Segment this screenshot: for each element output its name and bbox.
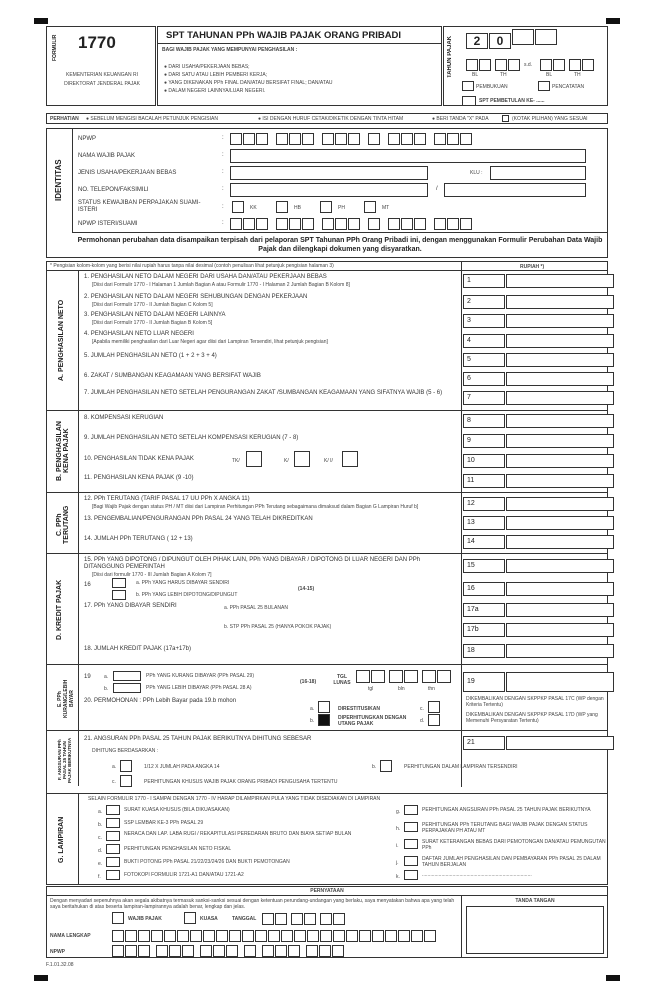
lampiran-intro: SELAIN FORMULIR 1770 - I SAMPAI DENGAN 1770 - IV HARAP DILAMPIRKAN PULA YANG TIDAK DISEDIAKAN DI LAMPIRAN [88,796,381,802]
ptkp-k-label: K/ [284,458,289,464]
form-subtitle: BAGI WAJIB PAJAK YANG MEMPUNYAI PENGHASILAN : [162,47,298,53]
telepon-label: NO. TELEPON/FAKSIMILI [78,187,149,193]
row-12-text: 12. PPh TERUTANG (TARIF PASAL 17 UU PPh X ANGKA 11) [84,496,250,502]
opt-b-letter: b. [310,718,315,724]
row-21-value-input[interactable] [506,736,614,750]
row-2-text: 2. PENGHASILAN NETO DALAM NEGERI SEHUBUNGAN DENGAN PEKERJAAN [84,294,308,300]
corner-mark-top-right [606,18,620,24]
perhatian-item-4: (KOTAK PILIHAN) YANG SESUAI [512,116,588,122]
lampiran-d-checkbox[interactable] [106,844,120,854]
row-9-code: 9 [463,434,505,448]
row-5-code: 5 [463,353,505,367]
lampiran-e-checkbox[interactable] [106,857,120,867]
lampiran-g-checkbox[interactable] [404,805,418,815]
lampiran-k-checkbox[interactable] [404,870,418,880]
year-digit-3[interactable] [512,29,534,45]
klu-input[interactable] [490,166,586,180]
lampiran-c-letter: c. [98,835,102,841]
lampiran-k-label: ............................................................................... [422,872,532,878]
ptkp-tk-label: TK/ [232,458,240,464]
lampiran-h-checkbox[interactable] [404,822,418,832]
ptkp-tk-input[interactable] [246,451,262,467]
pernyataan-text: Dengan menyadari sepenuhnya akan segala akibatnya termasuk sanksi-sanksi sesuai dengan ketentuan perundang-undangan yang berlaku, saya menyatakan bahwa apa yang telah saya beritahukan di atas beserta lampiran-lampirannya adalah benar, lengkap dan jelas. [50,898,455,910]
row-2-sub: [Diisi dari Formulir 1770 - II Jumlah Bagian C Kolom 5] [92,302,213,308]
row-17b-label: b. STP PPh PASAL 25 (HANYA POKOK PAJAK) [224,624,332,630]
row-19a-checkbox[interactable] [113,671,141,681]
year-digit-4[interactable] [535,29,557,45]
tanda-tangan-label: TANDA TANGAN [515,898,555,904]
lampiran-j-label: DAFTAR JUMLAH PENGHASILAN DAN PEMBAYARAN PPh PASAL 25 DALAM TAHUN BERJALAN [422,856,601,868]
row-8-code: 8 [463,414,505,428]
row-3-sub: [Diisi dari Formulir 1770 - II Jumlah Bagian B Kolom 5] [92,320,213,326]
row-4-text: 4. PENGHASILAN NETO LUAR NEGERI [84,331,194,337]
skppkp-17c-checkbox[interactable] [428,701,440,713]
tanda-tangan-box[interactable] [466,906,604,954]
lampiran-c-label: NERACA DAN LAP. LABA RUGI / REKAPITULASI PEREDARAN BRUTO DAN BIAYA SETIAP BULAN [124,831,352,837]
row-7-code: 7 [463,391,505,405]
row-21-code: 21 [463,736,505,750]
row-14-text: 14. JUMLAH PPh TERUTANG ( 12 + 13) [84,536,193,542]
row-4-code: 4 [463,334,505,348]
klu-label: KLU : [470,170,483,176]
angsuran-b-checkbox[interactable] [380,760,392,772]
period-label-bl-2: BL [546,72,553,78]
header-bullet-2: ● DARI SATU ATAU LEBIH PEMBERI KERJA; [164,72,268,78]
row-11-value-input[interactable] [506,474,614,488]
row-8-value-input[interactable] [506,414,614,428]
row-1-text: 1. PENGHASILAN NETO DALAM NEGERI DARI USAHA DAN/ATAU PEKERJAAN BEBAS [84,274,327,280]
period-label-bl-1: BL [472,72,479,78]
perhatian-example-checkbox [502,115,509,122]
row-15-text: 15. PPh YANG DIPOTONG / DIPUNGUT OLEH PIHAK LAIN, PPh YANG DIBAYAR / DIPOTONG DI LUAR NEGERI DAN PPh DITANGGUNG PEMERINTAH [84,557,421,570]
year-digit-1[interactable]: 2 [466,33,488,49]
kuasa-checkbox[interactable] [184,912,196,924]
form-code: 1770 [78,33,116,52]
lampiran-i-letter: i. [396,843,399,849]
lampiran-c-checkbox[interactable] [106,831,120,841]
row-6-text: 6. ZAKAT / SUMBANGAN KEAGAMAAN YANG BERSIFAT WAJIB [84,373,261,379]
row-6-value-input[interactable] [506,372,614,386]
telepon-input[interactable] [230,183,428,197]
row-14-value-input[interactable] [506,535,614,549]
pembukuan-label: PEMBUKUAN [476,84,508,90]
period-sep: s.d. [524,62,533,68]
section-c-label: C. PPh TERUTANG [56,505,70,545]
row-16a-checkbox[interactable] [112,578,126,588]
row-18-code: 18 [463,644,505,658]
form-footer-code: F.1.01.32.08 [46,962,74,968]
row-8-text: 8. KOMPENSASI KERUGIAN [84,415,164,421]
lampiran-i-label: SURAT KETERANGAN BEBAS DARI PEMOTONGAN DAN/ATAU PEMUNGUTAN PPh [422,839,606,851]
row-10-text: 10. PENGHASILAN TIDAK KENA PAJAK [84,456,194,462]
row-6-code: 6 [463,372,505,386]
skppkp-17d-checkbox[interactable] [428,714,440,726]
ptkp-k-input[interactable] [294,451,310,467]
row-15-value-input[interactable] [506,559,614,573]
formulir-label: FORMULIR [52,34,58,62]
angsuran-c-label: PERHITUNGAN KHUSUS WAJIB PAJAK ORANG PRIBADI PENGUSAHA TERTENTU [144,779,338,785]
wajib-pajak-label: WAJIB PAJAK [128,916,162,922]
pernyataan-title: PERNYATAAN [310,888,344,894]
corner-mark-bottom-left [34,975,48,981]
row-16-code: 16 [463,582,505,596]
row-18-text: 18. JUMLAH KREDIT PAJAK (17a+17b) [84,646,192,652]
row-16a-label: a. PPh YANG HARUS DIBAYAR SENDIRI [136,580,230,586]
lampiran-b-label: SSP LEMBAR KE-3 PPh PASAL 29 [124,820,204,826]
skppkp-17c-label: DIKEMBALIKAN DENGAN SKPPKP PASAL 17C (WP dengan Kriteria Tertentu) [466,696,604,708]
row-13-value-input[interactable] [506,516,614,530]
section-g-label: G. LAMPIRAN [58,816,65,864]
row-4-value-input[interactable] [506,334,614,348]
tgl-lunas-label: TGL LUNAS [333,674,351,686]
npwp-kuasa-label: NPWP [50,949,65,955]
row-21-sub: DIHITUNG BERDASARKAN : [92,748,159,754]
tahun-pajak-label: TAHUN PAJAK [447,35,453,79]
npwp-suami-isteri-label: NPWP ISTERI/SUAMI [78,221,138,227]
lampiran-g-label: PERHITUNGAN ANGSURAN PPh PASAL 25 TAHUN PAJAK BERIKUTNYA [422,807,591,813]
row-11-code: 11 [463,474,505,488]
pembukuan-checkbox[interactable] [462,81,474,91]
lampiran-i-checkbox[interactable] [404,839,418,849]
status-mt-checkbox[interactable] [364,201,376,213]
row-11-text: 11. PENGHASILAN KENA PAJAK (9 -10) [84,475,194,481]
row-19-formula: (16-18) [300,679,317,685]
ministry-label: KEMENTERIAN KEUANGAN RI [66,72,138,78]
form-title: SPT TAHUNAN PPh WAJIB PAJAK ORANG PRIBADI [166,30,402,41]
row-7-text: 7. JUMLAH PENGHASILAN NETO SETELAH PENGURANGAN ZAKAT /SUMBANGAN KEAGAMAAN YANG SIFATNYA WAJIB (5 - 6) [84,390,443,396]
lampiran-h-letter: h. [396,826,401,832]
rupiah-header: RUPIAH *) [520,264,545,270]
header-bullet-1: ● DARI USAHA/PEKERJAAN BEBAS; [164,64,250,70]
lampiran-j-checkbox[interactable] [404,856,418,866]
row-16b-checkbox[interactable] [112,590,126,600]
lampiran-e-label: BUKTI POTONG PPh PASAL 21/22/23/24/26 DAN BUKTI PEMOTONGAN [124,859,290,865]
opt-c-letter: c. [420,706,424,712]
directorate-label: DIREKTORAT JENDERAL PAJAK [64,81,140,87]
section-d-label: D. KREDIT PAJAK [56,579,63,641]
lampiran-a-label: SURAT KUASA KHUSUS (BILA DIKUASAKAN) [124,807,230,813]
angsuran-a-label: 1/12 X JUMLAH PADA ANGKA 14 [144,764,220,770]
status-hb-label: HB [294,205,301,211]
restitusi-checkbox[interactable] [318,701,330,713]
year-digit-2[interactable]: 0 [489,33,511,49]
status-hb-checkbox[interactable] [276,201,288,213]
faksimili-input[interactable] [444,183,586,197]
row-16-num: 16 [84,582,91,588]
row-9-value-input[interactable] [506,434,614,448]
perhatian-item-1: ● SEBELUM MENGISI BACALAH PETUNJUK PENGISIAN [86,116,218,122]
row-14-code: 14 [463,535,505,549]
perhatian-item-2: ● ISI DENGAN HURUF CETAK/DIKETIK DENGAN TINTA HITAM [258,116,404,122]
diperhitungkan-label: DIPERHITUNGKAN DENGAN UTANG PAJAK [338,715,407,727]
row-17a-label: a. PPh PASAL 25 BULANAN [224,605,288,611]
lampiran-k-letter: k. [396,874,400,880]
lampiran-j-letter: j. [396,860,399,866]
row-16b-label: b. PPh YANG LEBIH DIPOTONG/DIPUNGUT [136,592,238,598]
npwp-kuasa-input[interactable] [112,944,345,962]
npwp-label: NPWP [78,136,96,142]
row-15-code: 15 [463,559,505,573]
identitas-label: IDENTITAS [54,159,63,201]
year-input[interactable] [466,29,558,50]
row-18-value-input[interactable] [506,644,614,658]
diperhitungkan-checkbox[interactable] [318,714,330,726]
lampiran-b-checkbox[interactable] [106,818,120,828]
row-17a-code: 17a [463,603,505,617]
lampiran-d-label: PERHITUNGAN PENGHASILAN NETO FISKAL [124,846,232,852]
kuasa-label: KUASA [200,916,218,922]
bln-label: bln [398,686,405,692]
row-13-text: 13. PENGEMBALIAN/PENGURANGAN PPh PASAL 24 YANG TELAH DIKREDITKAN [84,516,313,522]
row-19b-label: PPh YANG LEBIH DIBAYAR (PPh PASAL 28 A) [146,685,252,691]
row-19b-checkbox[interactable] [113,683,141,693]
lampiran-b-letter: b. [98,822,103,828]
status-ph-checkbox[interactable] [320,201,332,213]
row-2-value-input[interactable] [506,295,614,309]
rupiah-note: * Pengisian kolom-kolom yang berisi nilai rupiah harus tanpa nilai desimal (contoh penulisan lihat petunjuk pengisian halaman 3) [50,263,334,269]
pencatatan-label: PENCATATAN [552,84,585,90]
row-17b-code: 17b [463,623,505,637]
lampiran-h-label: PERHITUNGAN PPh TERUTANG BAGI WAJIB PAJAK DENGAN STATUS PERPAJAKAN PH ATAU MT [422,822,588,834]
angsuran-c-checkbox[interactable] [120,775,132,787]
angsuran-b-label: PERHITUNGAN DALAM LAMPIRAN TERSENDIRI [404,764,518,770]
row-9-text: 9. JUMLAH PENGHASILAN NETO SETELAH KOMPENSASI KERUGIAN (7 - 8) [84,435,299,441]
lampiran-f-letter: f. [98,874,101,880]
lampiran-g-letter: g. [396,809,401,815]
row-19a-label: PPh YANG KURANG DIBAYAR (PPh PASAL 29) [146,673,255,679]
status-kewajiban-label: STATUS KEWAJIBAN PERPAJAKAN SUAMI-ISTERI [78,200,201,213]
row-1-value-input[interactable] [506,274,614,288]
tanggal-input[interactable] [262,912,346,930]
row-3-code: 3 [463,314,505,328]
lampiran-a-letter: a. [98,809,103,815]
row-1-sub: [Diisi dari Formulir 1770 - I Halaman 1 Jumlah Bagian A atau Formulir 1770 - I Halaman 2 Jumlah Bagian B Kolom 8] [92,282,350,288]
pembetulan-checkbox[interactable] [462,96,476,106]
row-19-value-input[interactable] [506,672,614,692]
corner-mark-top-left [34,18,48,24]
opt-a-letter: a. [310,706,315,712]
skppkp-17d-label: DIKEMBALIKAN DENGAN SKPPKP PASAL 17D (WP yang Memenuhi Persyaratan Tertentu) [466,712,598,724]
header-bullet-3: ● YANG DIKENAKAN PPh FINAL DAN/ATAU BERSIFAT FINAL; DAN/ATAU [164,80,333,86]
header-bullet-4: ● DALAM NEGERI LAINNYA/LUAR NEGERI. [164,88,266,94]
tanggal-label: TANGGAL [232,916,257,922]
nama-wp-input[interactable] [230,149,586,163]
row-3-text: 3. PENGHASILAN NETO DALAM NEGERI LAINNYA [84,312,226,318]
jenis-usaha-input[interactable] [230,166,428,180]
nama-lengkap-label: NAMA LENGKAP [50,933,91,939]
ptkp-ki-input[interactable] [342,451,358,467]
row-12-sub: [Bagi Wajib Pajak dengan status PH / MT diisi dari Lampiran Perhitungan PPh Terutang sebagaimana dimaksud dalam Bagian G Lampiran Huruf b] [92,504,419,510]
tgl-label: tgl [368,686,374,692]
period-label-th-1: TH [500,72,507,78]
lampiran-f-label: FOTOKOPI FORMULIR 1721-A1 DAN/ATAU 1721-A2 [124,872,244,878]
row-10-code: 10 [463,454,505,468]
row-16-formula: (14-15) [298,586,315,592]
row-5-value-input[interactable] [506,353,614,367]
status-kk-checkbox[interactable] [232,201,244,213]
pencatatan-checkbox[interactable] [538,81,550,91]
restitusi-label: DIRESTITUSIKAN [338,706,380,712]
pembetulan-label: SPT PEMBETULAN KE- ...... [479,98,545,104]
row-20-text: 20. PERMOHONAN : PPh Lebih Bayar pada 19.b mohon [84,698,237,704]
perhatian-label: PERHATIAN [50,116,79,122]
status-mt-label: MT [382,205,390,211]
row-5-text: 5. JUMLAH PENGHASILAN NETO (1 + 2 + 3 + 4) [84,353,217,359]
lampiran-a-checkbox[interactable] [106,805,120,815]
lampiran-e-letter: e. [98,861,103,867]
row-2-code: 2 [463,295,505,309]
period-label-th-2: TH [574,72,581,78]
ptkp-ki-label: K/ I/ [324,458,333,464]
lampiran-f-checkbox[interactable] [106,870,120,880]
corner-mark-bottom-right [606,975,620,981]
status-ph-label: PH [338,205,345,211]
row-17a-value-input[interactable] [506,603,614,617]
row-17-text: 17. PPh YANG DIBAYAR SENDIRI [84,603,177,609]
row-19-code: 19 [463,672,505,692]
thn-label: thn [428,686,435,692]
section-a-label: A. PENGHASILAN NETO [58,299,65,381]
section-e-label: E. PPh KURANG/LEBIH BAYAR [57,679,75,719]
row-1-code: 1 [463,274,505,288]
lampiran-d-letter: d. [98,848,103,854]
angsuran-a-checkbox[interactable] [120,760,132,772]
section-b-label: B. PENGHASILAN KENA PAJAK [56,421,70,481]
row-4-sub: [Apabila memiliki penghasilan dari Luar Negeri agar diisi dari Lampiran Tersendiri, lihat petunjuk pengisian] [92,339,328,345]
jenis-usaha-label: JENIS USAHA/PEKERJAAN BEBAS [78,170,177,176]
row-15-sub: [Diisi dari formulir 1770 - III Jumlah Bagian A Kolom 7] [92,572,212,578]
row-19-num: 19 [84,674,91,680]
opt-d-letter: d. [420,718,425,724]
row-3-value-input[interactable] [506,314,614,328]
row-17b-value-input[interactable] [506,623,614,637]
perubahan-data-notice: Permohonan perubahan data disampaikan terpisah dari pelaporan SPT Tahunan PPh Orang Pribadi ini, dengan menggunakan Formulir Perubahan Data Wajib Pajak dan dilengkapi dokumen yang disyaratkan. [77,237,603,253]
row-7-value-input[interactable] [506,391,614,405]
section-f-label: F. ANGSURAN PPh PASAL 25 TAHUN PAJAK BERIKUTNYA [57,737,72,783]
perhatian-item-3: ● BERI TANDA "X" PADA [432,116,489,122]
row-13-code: 13 [463,516,505,530]
nama-wp-label: NAMA WAJIB PAJAK [78,153,136,159]
row-21-text: 21. ANGSURAN PPh PASAL 25 TAHUN PAJAK BERIKUTNYA DIHITUNG SEBESAR [84,736,312,742]
status-kk-label: KK [250,205,257,211]
npwp-input[interactable] [230,132,473,150]
row-12-value-input[interactable] [506,497,614,511]
row-10-value-input[interactable] [506,454,614,468]
row-16-value-input[interactable] [506,582,614,596]
wajib-pajak-checkbox[interactable] [112,912,124,924]
row-12-code: 12 [463,497,505,511]
